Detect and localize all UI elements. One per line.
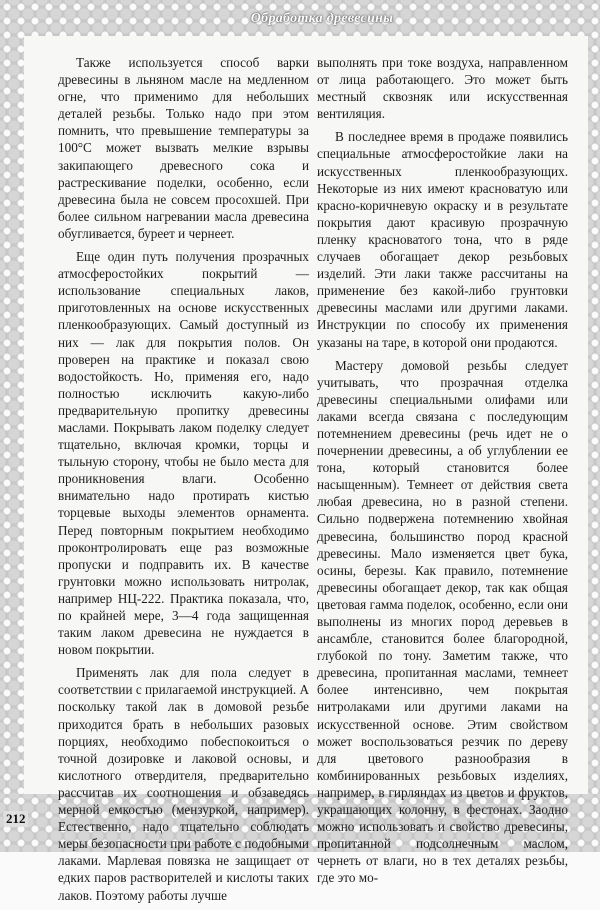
ornamental-border-left xyxy=(0,0,24,852)
left-column xyxy=(58,54,309,910)
header-title: Обработка древесины xyxy=(250,11,394,26)
ornamental-border-right xyxy=(588,0,600,852)
paragraph: В последнее время в продаже появились специальные атмосферостойкие лаки на искусственных пленкообразующих. Некоторые из них имеют красноватую или красно-коричневую окраску и в результате покрытия дают красивую прозрачную пленку красноватого тона, что в ряде случаев обогащает декор резьбовых изделий. Эти лаки также рассчитаны на применение без какой-либо грунтовки древесины маслами или другими лаками. Инструкции по способу их применения указаны на таре, в которой они продаются. xyxy=(317,129,568,350)
paragraph: Также используется способ варки древесины в льняном масле на медленном огне, что применимо для небольших деталей резьбы. Только надо при этом помнить, что превышение температуры за 100°С может вызвать мелкие взрывы закипающего древесного сока и растрескивание поделки, особенно, если древесина была не совсем просохшей. При более сильном нагревании масла древесина обугливается, буреет и чернеет. xyxy=(58,55,309,241)
running-header xyxy=(212,6,432,32)
right-column xyxy=(317,54,568,893)
page-number: 212 xyxy=(6,811,26,826)
paragraph: выполнять при токе воздуха, направленном от лица работающего. Это может быть местный сквозняк или искусственная вентиляция. xyxy=(317,55,568,122)
text-body xyxy=(52,50,580,903)
paragraph: Применять лак для пола следует в соответствии с прилагаемой инструкцией. А поскольку такой лак в домовой резьбе приходится брать в небольших разовых порциях, необходимо побеспокоиться о точной дозировке и лаковой основы, и кислотного отвердителя, предварительно рассчитав их соотношения и обзаведясь мерной емкостью (мензуркой, например). Естественно, надо тщательно соблюдать меры безопасности при работе с подобными лаками. Марлевая повязка не защищает от едких паров растворителей и кислоты таких лаков. Поэтому работы лучше xyxy=(58,665,309,903)
paragraph: Мастеру домовой резьбы следует учитывать, что прозрачная отделка древесины специальными олифами или лаками всегда связана с последующим потемнением древесины (речь идет не о почернении древесины, а об углублении ее тона, который становится более насыщенным). Темнеет от действия света любая древесина, но в разной степени. Сильно подвержена потемнению хвойная древесина, большинство пород красной древесины. Мало изменяется цвет бука, осины, березы. Как правило, потемнение древесины обогащает декор, так как общая цветовая гамма поделок, особенно, если они выполнены из многих пород деревьев в ансамбле, становится более благородной, глубокой по тону. Заметим также, что древесина, пропитанная маслами, темнеет более интенсивно, чем покрытая нитролаками или другими лаками на искусственной основе. Этим свойством может воспользоваться резчик по дереву для цветового разнообразия в комбинированных резьбовых изделиях, например, в гирляндах из цветов и фруктов, украшающих колонну, в фестонах. Заодно можно использовать и свойство древесины, пропитанной подсолнечным маслом, чернеть от влаги, но в тех деталях резьбы, где это мо- xyxy=(317,357,568,886)
paragraph: Еще один путь получения прозрачных атмосферостойких покрытий — использование специальных лаков, приготовленных на основе искусственных пленкообразующих. Самый доступный из них — лак для покрытия полов. Он проверен на практике и показал свою водостойкость. Но, применяя его, надо полностью исключить какую-либо предварительную пропитку древесины маслами. Покрывать лаком поделку следует тщательно, включая кромки, торцы и тыльную сторону, чтобы не было места для проникновения влаги. Особенно внимательно надо протирать кистью торцевые выходы элементов орнамента. Перед повторным покрытием необходимо проконтролировать еще раз возможные пропуски и подправить их. В качестве грунтовки можно использовать нитролак, например НЦ-222. Практика показала, что, по крайней мере, 3—4 года защищенная таким лаком древесина не нуждается в новом покрытии. xyxy=(58,249,309,658)
